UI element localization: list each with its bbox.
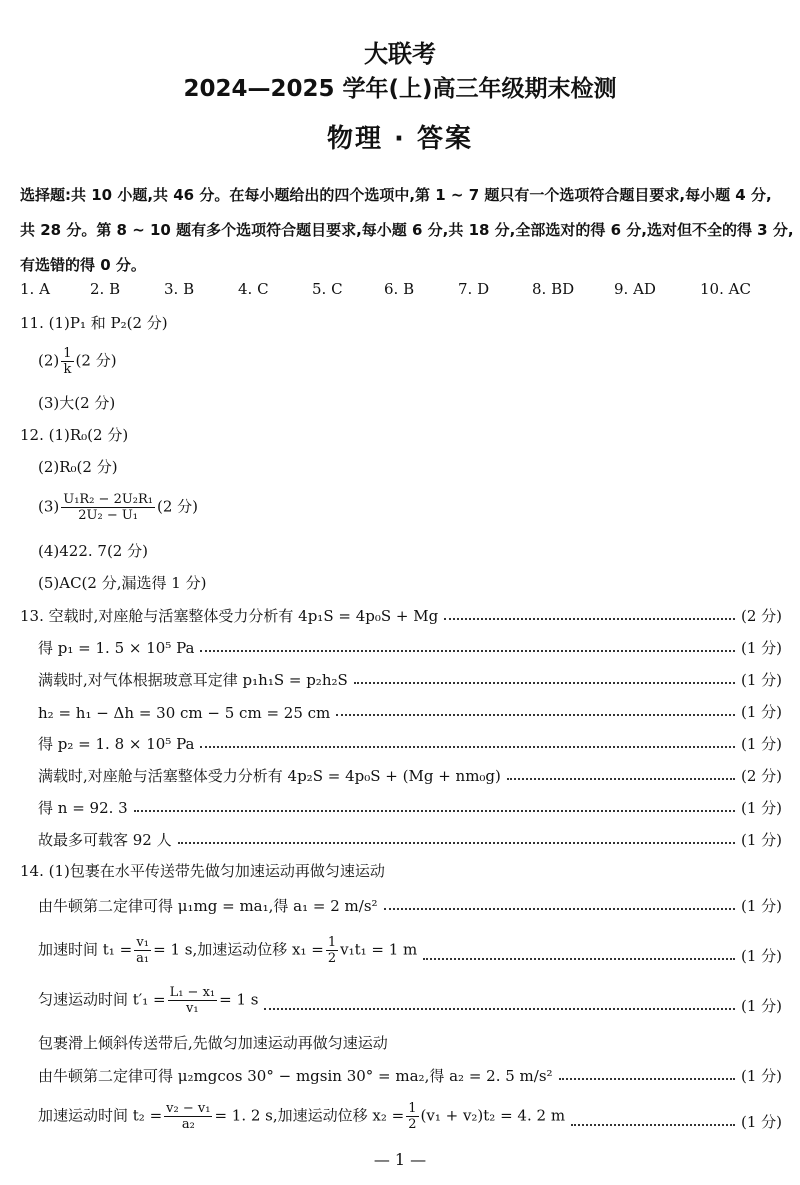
leader-dots	[423, 958, 735, 960]
fraction	[164, 1101, 212, 1132]
q11-part3: (3)大(2 分)	[38, 394, 116, 412]
text-segment: = 1 s	[219, 990, 259, 1009]
fraction	[134, 935, 151, 966]
step-text: 由牛顿第二定律可得 μ₁mg = ma₁,得 a₁ = 2 m/s²	[38, 897, 378, 915]
q12-part3-suffix: (2 分)	[157, 497, 199, 516]
intro-line: 共 28 分。第 8 ~ 10 题有多个选项符合题目要求,每小题 6 分,共 18 分,全部选对的得 6 分,选对但不全的得 3 分,	[20, 221, 794, 239]
q12-part3-prefix: (3)	[38, 497, 60, 516]
text-segment: = 1. 2 s,加速运动位移 x₂ =	[214, 1106, 405, 1125]
leader-dots	[200, 650, 735, 652]
fraction	[168, 985, 218, 1016]
step-points: (1 分)	[740, 639, 782, 657]
step-text: 满载时,对气体根据玻意耳定律 p₁h₁S = p₂h₂S	[38, 671, 348, 689]
step-text: 得 p₂ = 1. 8 × 10⁵ Pa	[38, 735, 195, 753]
q13-line	[38, 700, 782, 722]
q12-part5: (5)AC(2 分,漏选得 1 分)	[38, 574, 207, 592]
q12-part3	[38, 492, 198, 523]
step-text	[38, 1101, 565, 1132]
fraction-numerator: L₁ − x₁	[169, 985, 216, 1000]
fraction	[326, 935, 338, 966]
q14-line	[38, 936, 782, 966]
fraction	[61, 492, 155, 523]
leader-dots	[134, 810, 735, 812]
fraction-denominator: 2	[408, 1117, 417, 1132]
q13-line	[38, 764, 782, 786]
q14-line	[38, 894, 782, 916]
mc-answer: 5. C	[312, 280, 343, 298]
mc-answer: 10. AC	[700, 280, 751, 298]
step-text: 故最多可载客 92 人	[38, 831, 172, 849]
choice-instructions	[20, 178, 794, 283]
mc-answer: 8. BD	[532, 280, 575, 298]
leader-dots	[178, 842, 735, 844]
step-text	[38, 985, 258, 1016]
fraction-denominator: k	[63, 362, 72, 377]
intro-line: 选择题:共 10 小题,共 46 分。在每小题给出的四个选项中,第 1 ~ 7 题只有一个选项符合题目要求,每小题 4 分,	[20, 186, 772, 204]
q11-part2	[38, 346, 117, 377]
fraction	[61, 346, 73, 377]
text-segment: v₁t₁ = 1 m	[340, 940, 418, 959]
leader-dots	[444, 618, 735, 620]
text-segment: = 1 s,加速运动位移 x₁ =	[153, 940, 324, 959]
leader-dots	[354, 682, 735, 684]
q11-part2-suffix: (2 分)	[75, 351, 117, 370]
text-segment: (v₁ + v₂)t₂ = 4. 2 m	[420, 1106, 566, 1125]
q12-part1: 12. (1)R₀(2 分)	[20, 426, 129, 444]
mc-answer: 3. B	[164, 280, 195, 298]
intro-line: 有选错的得 0 分。	[20, 256, 146, 274]
step-text: h₂ = h₁ − Δh = 30 cm − 5 cm = 25 cm	[38, 704, 331, 722]
mc-answer: 1. A	[20, 280, 50, 298]
fraction-denominator: 2	[327, 951, 337, 966]
q11-part1: 11. (1)P₁ 和 P₂(2 分)	[20, 314, 168, 332]
fraction-denominator: 2U₂ − U₁	[78, 508, 139, 523]
q14-line	[38, 1102, 782, 1132]
fraction-numerator: v₂ − v₁	[166, 1101, 211, 1116]
step-points: (1 分)	[740, 1067, 782, 1085]
step-points: (1 分)	[740, 1113, 782, 1131]
q14-line	[38, 986, 782, 1016]
q13-line	[20, 604, 782, 626]
step-points: (1 分)	[740, 897, 782, 915]
step-points: (1 分)	[740, 703, 782, 721]
page-number: — 1 —	[373, 1150, 427, 1169]
leader-dots	[559, 1078, 735, 1080]
q11-part2-prefix: (2)	[38, 351, 60, 370]
q13-line	[38, 828, 782, 850]
fraction-numerator: v₁	[136, 935, 149, 950]
leader-dots	[264, 1008, 735, 1010]
leader-dots	[507, 778, 735, 780]
leader-dots	[384, 908, 735, 910]
multiple-choice-answers	[20, 280, 780, 302]
fraction-numerator: 1	[408, 1101, 417, 1116]
leader-dots	[571, 1124, 735, 1126]
exam-title: 大联考	[364, 40, 436, 68]
step-text: 得 n = 92. 3	[38, 799, 128, 817]
step-text	[38, 935, 417, 966]
text-segment: 加速运动时间 t₂ =	[38, 1106, 163, 1125]
step-text: 由牛顿第二定律可得 μ₂mgcos 30° − mgsin 30° = ma₂,得 a₂ = 2. 5 m/s²	[38, 1067, 553, 1085]
step-points: (2 分)	[740, 767, 782, 785]
fraction-numerator: 1	[63, 346, 72, 361]
q14-line	[38, 1064, 782, 1086]
step-points: (1 分)	[740, 735, 782, 753]
q14-heading: 14. (1)包裹在水平传送带先做匀加速运动再做匀速运动	[20, 862, 385, 880]
fraction-denominator: a₁	[136, 951, 150, 966]
fraction-numerator: 1	[327, 935, 337, 950]
mc-answer: 7. D	[458, 280, 490, 298]
fraction-denominator: v₁	[186, 1001, 199, 1016]
step-points: (1 分)	[740, 947, 782, 965]
step-points: (1 分)	[740, 799, 782, 817]
subject-title: 物理 · 答案	[327, 124, 473, 154]
text-segment: 匀速运动时间 t′₁ =	[38, 990, 166, 1009]
q13-line	[38, 796, 782, 818]
leader-dots	[336, 714, 735, 716]
mc-answer: 9. AD	[614, 280, 656, 298]
fraction-denominator: a₂	[181, 1117, 195, 1132]
leader-dots	[200, 746, 735, 748]
step-points: (1 分)	[740, 997, 782, 1015]
q12-part4: (4)422. 7(2 分)	[38, 542, 148, 560]
q14-text: 包裹滑上倾斜传送带后,先做匀加速运动再做匀速运动	[38, 1034, 388, 1052]
step-text: 满载时,对座舱与活塞整体受力分析有 4p₂S = 4p₀S + (Mg + nm₀g)	[38, 767, 501, 785]
mc-answer: 4. C	[238, 280, 269, 298]
fraction	[406, 1101, 418, 1132]
exam-subtitle: 2024—2025 学年(上)高三年级期末检测	[183, 76, 617, 102]
step-text: 得 p₁ = 1. 5 × 10⁵ Pa	[38, 639, 195, 657]
step-points: (1 分)	[740, 831, 782, 849]
mc-answer: 2. B	[90, 280, 121, 298]
step-points: (1 分)	[740, 671, 782, 689]
q12-part2: (2)R₀(2 分)	[38, 458, 118, 476]
step-text: 13. 空载时,对座舱与活塞整体受力分析有 4p₁S = 4p₀S + Mg	[20, 607, 439, 625]
mc-answer: 6. B	[384, 280, 415, 298]
text-segment: 加速时间 t₁ =	[38, 940, 133, 959]
fraction-numerator: U₁R₂ − 2U₂R₁	[63, 492, 154, 507]
q13-line	[38, 732, 782, 754]
q13-line	[38, 668, 782, 690]
step-points: (2 分)	[740, 607, 782, 625]
q13-line	[38, 636, 782, 658]
